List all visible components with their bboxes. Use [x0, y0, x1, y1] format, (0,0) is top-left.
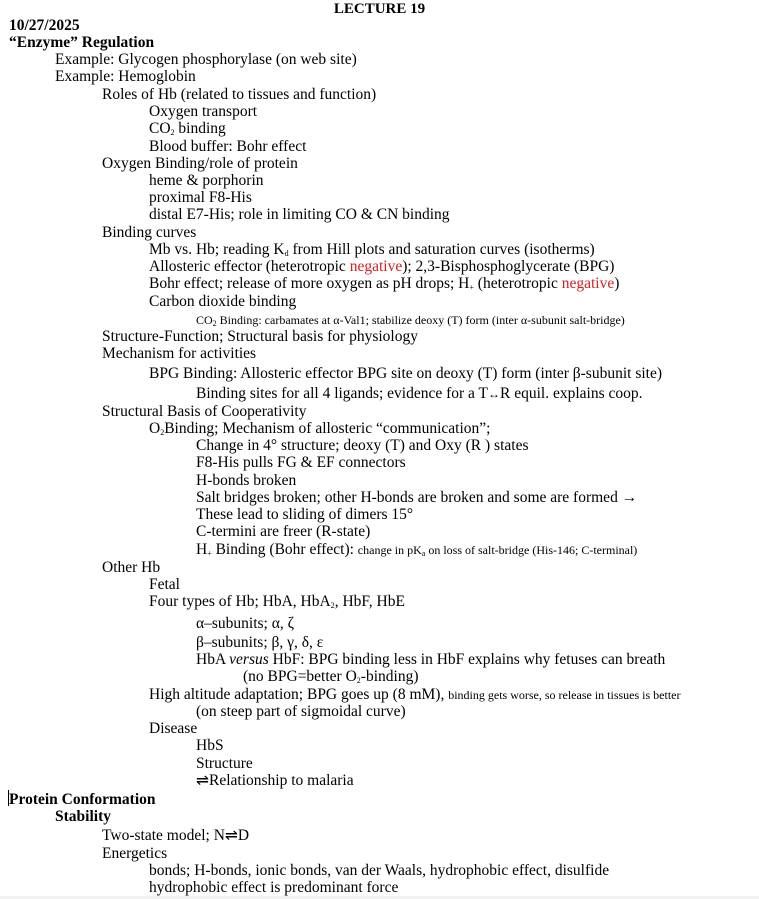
outline-line-roles-of-hb: [102, 86, 376, 103]
text-run: Roles of Hb (related to tissues and function): [102, 86, 377, 103]
text-run: 2: [356, 676, 361, 685]
outline-line-f8-his-pulls: [196, 454, 406, 471]
outline-line-mechanism-activities: [102, 345, 256, 362]
text-run: H: [196, 541, 208, 558]
text-run: CO: [196, 313, 213, 327]
text-run: Structure: [196, 755, 253, 772]
outline-line-heme-porphorin: [149, 172, 264, 189]
text-run: Structure-Function; Structural basis for physiology: [102, 328, 418, 345]
outline-line-proximal-his: [149, 189, 252, 206]
outline-line-oxygen-transport: [149, 103, 257, 120]
text-run: heme & porphorin: [149, 172, 264, 189]
outline-line-bonds: [149, 862, 609, 879]
text-run: Binding curves: [102, 224, 197, 241]
outline-line-change-4-structure: [196, 437, 528, 454]
text-run: β–subunits; β, γ, δ, ε: [196, 634, 324, 651]
outline-line-stability: [55, 808, 111, 825]
outline-line-co2-binding-2: [149, 293, 296, 310]
text-run: 10/27/2025: [9, 17, 80, 34]
text-run: bonds; H-bonds, ionic bonds, van der Waals, hydrophobic effect, disulfide: [149, 862, 610, 879]
text-run: These lead to sliding of dimers 15°: [196, 506, 414, 523]
text-run: F8-His pulls FG & EF connectors: [196, 454, 406, 471]
text-run: ⇌Relationship to malaria: [196, 772, 354, 789]
outline-line-binding-curves: [102, 224, 196, 241]
outline-line-hbs: [196, 737, 224, 754]
outline-line-oxygen-binding: [102, 155, 298, 172]
text-run: on loss of salt-bridge (His-146; C-terminal): [425, 543, 638, 557]
outline-line-two-state-model: [102, 827, 249, 844]
text-run: “Enzyme” Regulation: [9, 34, 155, 51]
outline-line-structural-basis-coop: [102, 403, 306, 420]
text-run: ); 2,3-Bisphosphoglycerate (BPG): [402, 258, 615, 275]
outline-line-protein-conformation: [9, 791, 156, 808]
text-run: from Hill plots and saturation curves (isotherms): [288, 241, 595, 258]
text-run: binding gets worse, so release in tissues is better: [448, 688, 681, 702]
outline-line-distal-his: [149, 206, 450, 223]
outline-line-other-hb: [102, 559, 160, 576]
text-run: Four types of Hb; HbA, HbA: [149, 593, 331, 610]
outline-line-energetics: [102, 845, 167, 862]
text-run: High altitude adaptation; BPG goes up (8 mM),: [149, 686, 449, 703]
text-run: Mb vs. Hb; reading K: [149, 241, 285, 258]
text-run: a: [421, 549, 426, 558]
text-run: Disease: [149, 720, 198, 737]
text-run: Carbon dioxide binding: [149, 293, 297, 310]
outline-line-disease: [149, 720, 197, 737]
text-run: Binding sites for all 4 ligands; evidence for a T: [196, 385, 488, 402]
text-run: Oxygen transport: [149, 103, 258, 120]
text-run: Example: Glycogen phosphorylase (on web site): [55, 51, 357, 68]
text-run: Mechanism for activities: [102, 345, 257, 362]
text-run: H-bonds broken: [196, 472, 297, 489]
lecture-title: LECTURE 19: [333, 1, 426, 17]
text-run: negative: [561, 275, 615, 292]
text-run: Binding; Mechanism of allosteric “communication”;: [164, 420, 491, 437]
outline-line-sliding-dimers: [196, 506, 413, 523]
text-run: 2: [170, 128, 175, 137]
text-run: +: [469, 283, 474, 292]
text-run: Bohr effect; release of more oxygen as pH drops; H: [149, 275, 470, 292]
outline-line-enzyme-regulation: [9, 34, 154, 51]
text-run: (no BPG=better O: [243, 668, 357, 685]
outline-line-high-altitude: [149, 686, 681, 704]
outline-line-fetal: [149, 576, 180, 593]
text-run: proximal F8-His: [149, 189, 252, 206]
text-run: Change in 4° structure; deoxy (T) and Oxy (R ) states: [196, 437, 529, 454]
text-run: hydrophobic effect is predominant force: [149, 879, 399, 896]
text-run: (on steep part of sigmoidal curve): [196, 703, 406, 720]
outline-line-example-glycogen: [55, 51, 357, 68]
outline-line-steep-part: [196, 703, 406, 720]
text-run: R equil. explains coop.: [500, 385, 643, 402]
outline-line-alpha-subunits: [196, 615, 294, 632]
text-run: , HbF, HbE: [334, 593, 405, 610]
text-run: (heterotropic: [473, 275, 562, 292]
text-run: Blood buffer: Bohr effect: [149, 138, 307, 155]
outline-line-c-termini: [196, 523, 370, 540]
text-run: 2: [160, 428, 165, 437]
text-run: Structural Basis of Cooperativity: [102, 403, 307, 420]
outline-line-beta-subunits: [196, 634, 323, 651]
text-run: distal E7-His; role in limiting CO & CN binding: [149, 206, 450, 223]
outline-line-h-binding-bohr: [196, 541, 637, 562]
outline-line-structure: [196, 755, 253, 772]
text-run: Other Hb: [102, 559, 161, 576]
text-run: Example: Hemoglobin: [55, 68, 196, 85]
text-run: BPG Binding: Allosteric effector BPG site on deoxy (T) form (inter β-subunit site): [149, 365, 662, 382]
text-run: HbA: [196, 651, 230, 668]
text-run: versus: [229, 651, 269, 668]
text-run: Two-state model; N⇌D: [102, 827, 250, 844]
text-run: CO: [149, 120, 171, 137]
text-run: Protein Conformation: [9, 791, 156, 808]
text-run: binding: [174, 120, 226, 137]
outline-line-four-types: [149, 593, 405, 614]
outline-line-bpg-binding: [149, 365, 662, 382]
text-run: HbS: [196, 737, 224, 754]
text-run: ↔: [488, 387, 500, 401]
text-run: d: [284, 249, 289, 258]
outline-line-salt-bridges: [196, 489, 637, 506]
outline-line-h-bonds-broken: [196, 472, 296, 489]
outline-line-allosteric-effector: [149, 258, 614, 275]
text-run: Oxygen Binding/role of protein: [102, 155, 298, 172]
outline-line-structure-function: [102, 328, 418, 345]
text-run: ): [614, 275, 620, 292]
text-cursor: [8, 790, 9, 806]
text-run: +: [207, 549, 212, 558]
outline-line-malaria: [196, 772, 354, 789]
text-run: Stability: [55, 808, 111, 825]
text-run: -binding): [360, 668, 419, 685]
text-run: Allosteric effector (heterotropic: [149, 258, 350, 275]
outline-line-hydrophobic-predominant: [149, 879, 398, 896]
text-run: HbF: BPG binding less in HbF explains why fetuses can breath: [268, 651, 666, 668]
text-run: Salt bridges broken; other H-bonds are broken and some are formed →: [196, 489, 638, 506]
text-run: change in pK: [357, 543, 422, 557]
outline-line-binding-sites: [196, 385, 643, 403]
outline-line-example-hemoglobin: [55, 68, 196, 85]
text-run: negative: [349, 258, 403, 275]
text-run: 2: [212, 319, 217, 328]
text-run: Fetal: [149, 576, 180, 593]
outline-line-blood-buffer: [149, 138, 306, 155]
outline-line-hba-vs-hbf: [196, 651, 665, 668]
text-run: α–subunits; α, ζ: [196, 615, 295, 632]
text-run: 2: [330, 601, 335, 610]
text-run: Energetics: [102, 845, 168, 862]
text-run: C-termini are freer (R-state): [196, 523, 371, 540]
text-run: O: [149, 420, 161, 437]
outline-line-date: [9, 17, 80, 34]
text-run: Binding: carbamates at α-Val1; stabilize deoxy (T) form (inter α-subunit salt-bridge): [216, 313, 625, 327]
text-run: Binding (Bohr effect):: [211, 541, 358, 558]
